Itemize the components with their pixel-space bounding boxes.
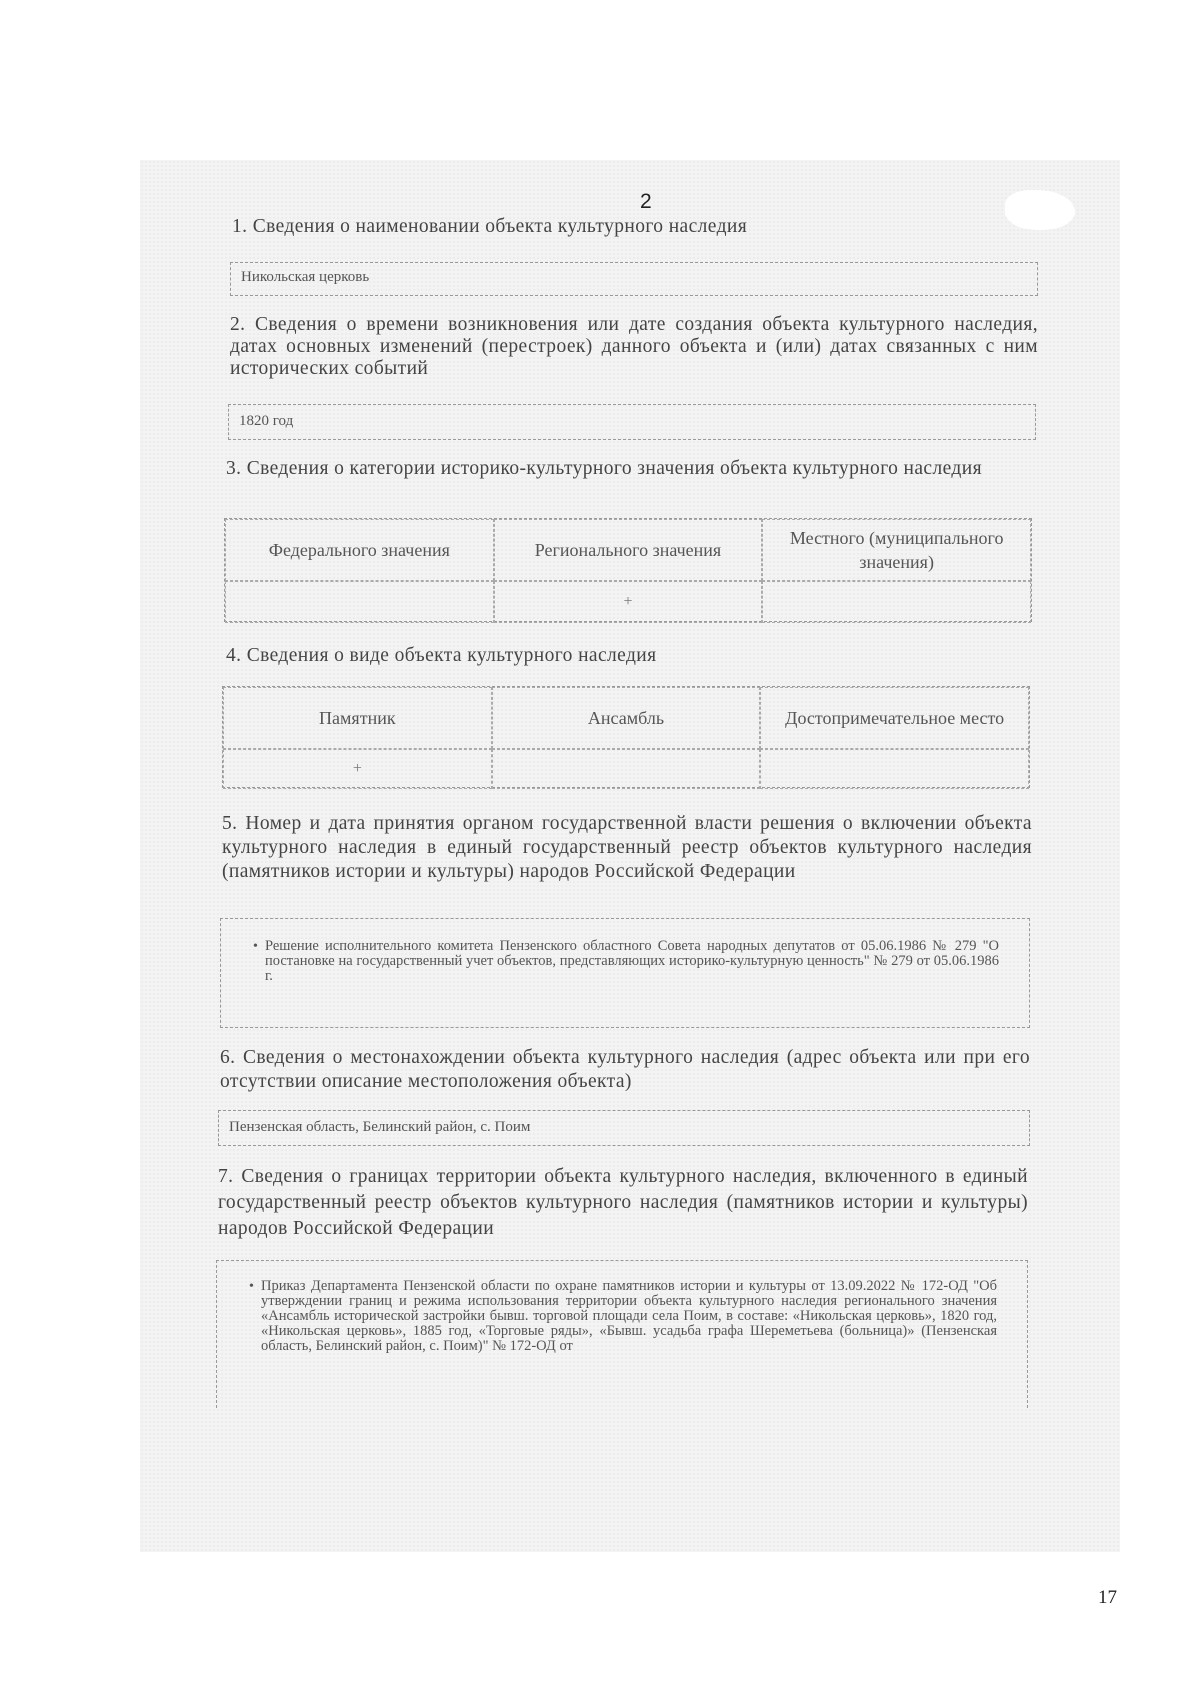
section-3-heading: 3. Сведения о категории историко-культурного значения объекта культурного наследия	[226, 458, 982, 479]
significance-table	[224, 518, 1032, 622]
mark-ensemble	[492, 749, 761, 789]
object-name-field: Никольская церковь	[230, 262, 1038, 296]
boundaries-box	[216, 1260, 1028, 1408]
mark-federal	[225, 581, 494, 623]
column-ensemble: Ансамбль	[492, 687, 761, 749]
object-type-table	[222, 686, 1030, 788]
mark-local	[762, 581, 1031, 623]
section-5-heading: 5. Номер и дата принятия органом государственной власти решения о включении объекта культурного наследия в единый государственный реестр объектов культурного наследия (памятников истории и культуры) народов Российской Федерации	[222, 813, 1032, 882]
mark-monument: +	[223, 749, 492, 789]
registry-decision-item: • Решение исполнительного комитета Пензенского областного Совета народных депутатов от 05.06.1986 № 279 "О постановке на государственный учет объектов, представляющих историко-культурную ценность" № 279 от 05.06.1986 г.	[265, 939, 999, 984]
mark-regional: +	[494, 581, 763, 623]
section-1-heading: 1. Сведения о наименовании объекта культурного наследия	[232, 216, 748, 237]
boundaries-item: • Приказ Департамента Пензенской области по охране памятников истории и культуры от 13.09.2022 № 172-ОД "Об утверждении границ и режима использования территории объекта культурного наследия регионального значения «Ансамбль исторической застройки бывш. торговой площади села Поим, в составе: «Никольская церковь», 1820 год, «Никольская церковь», 1885 год, «Торговые ряды», «Бывш. усадьба графа Шереметьева (больница)» (Пензенская область, Белинский район, с. Поим)" № 172-ОД от	[261, 1279, 997, 1354]
page-number: 17	[1098, 1587, 1117, 1608]
column-monument: Памятник	[223, 687, 492, 749]
section-4-heading: 4. Сведения о виде объекта культурного наследия	[226, 645, 657, 666]
column-federal: Федерального значения	[225, 519, 494, 581]
mark-landmark	[760, 749, 1029, 789]
registry-decision-box	[220, 918, 1030, 1028]
location-field: Пензенская область, Белинский район, с. Поим	[218, 1110, 1030, 1146]
section-6-heading: 6. Сведения о местонахождении объекта культурного наследия (адрес объекта или при его отсутствии описание местоположения объекта)	[220, 1047, 1030, 1092]
column-landmark: Достопримечательное место	[760, 687, 1029, 749]
column-regional: Регионального значения	[494, 519, 763, 581]
sheet-number: 2	[640, 190, 652, 213]
section-2-heading: 2. Сведения о времени возникновения или дате создания объекта культурного наследия, датах основных изменений (перестроек) данного объекта и (или) датах связанных с ним исторических событий	[230, 314, 1038, 379]
column-local: Местного (муниципального значения)	[762, 519, 1031, 581]
section-7-heading: 7. Сведения о границах территории объекта культурного наследия, включенного в единый государственный реестр объектов культурного наследия (памятников истории и культуры) народов Российской Федерации	[218, 1166, 1028, 1239]
creation-date-field: 1820 год	[228, 404, 1036, 440]
